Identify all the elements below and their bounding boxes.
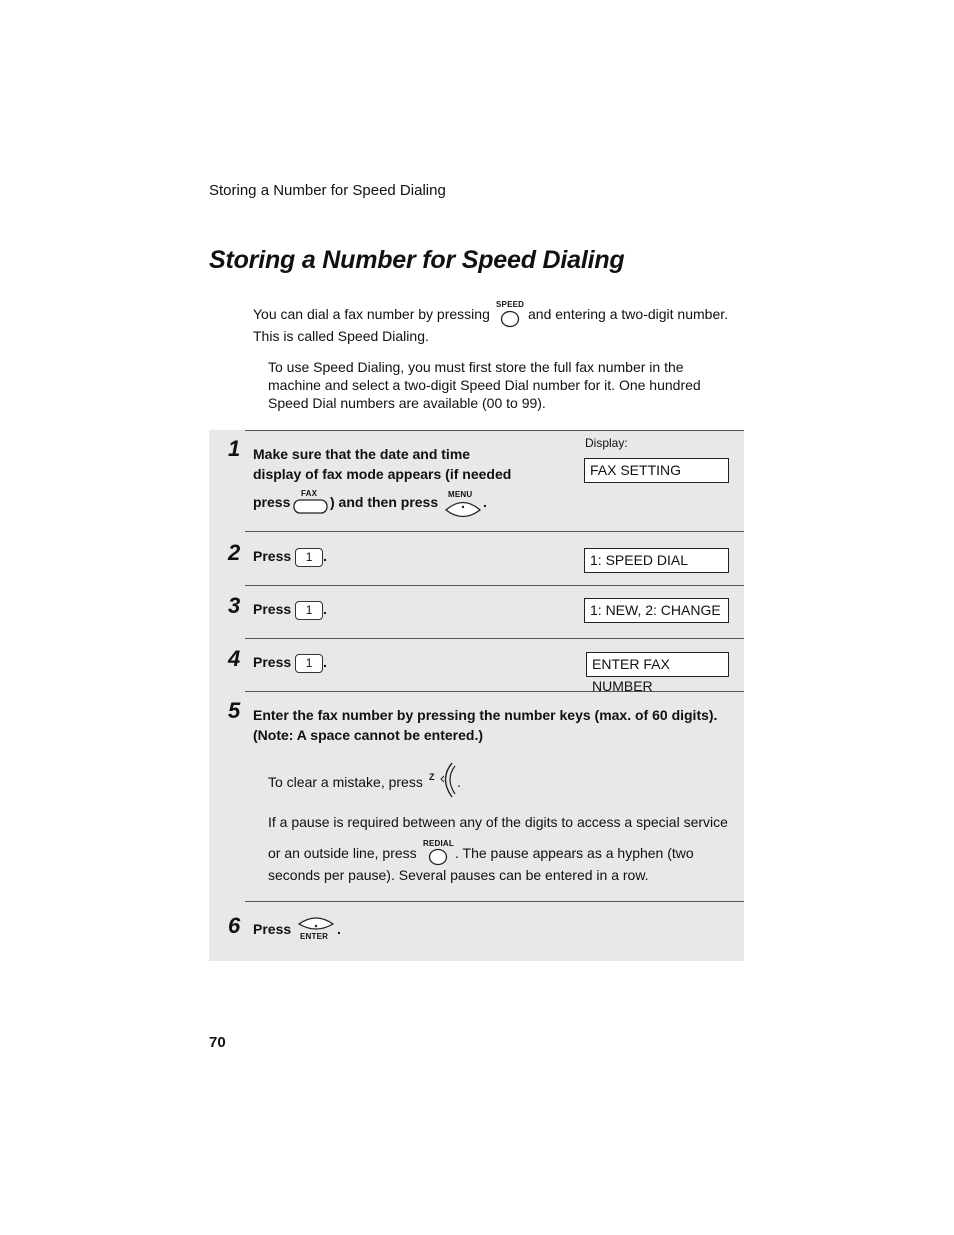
intro-paragraph-line: To use Speed Dialing, you must first store the full fax number in the — [268, 359, 684, 375]
display-readout: FAX SETTING — [584, 458, 729, 483]
enter-key-label: ENTER — [300, 932, 329, 941]
number-1-key: 1 — [295, 654, 323, 673]
press-label: Press — [253, 601, 292, 618]
step-4-text — [253, 654, 327, 673]
intro-line-1-before: You can dial a fax number by pressing — [253, 306, 490, 322]
step-1-then-text: ) and then press — [330, 494, 439, 510]
step-number: 6 — [228, 913, 241, 938]
fax-key-icon — [293, 499, 329, 515]
step-number: 5 — [228, 698, 241, 723]
speed-key-label: SPEED — [496, 300, 525, 309]
fax-key-label: FAX — [301, 489, 318, 498]
step-divider — [245, 901, 744, 902]
intro-paragraph — [268, 358, 701, 412]
step-2-text — [253, 548, 327, 567]
display-label: Display: — [585, 436, 628, 450]
number-1-key: 1 — [295, 601, 323, 620]
step-1-line: display of fax mode appears (if needed — [253, 466, 512, 482]
intro-line-2: This is called Speed Dialing. — [253, 328, 429, 344]
step-divider — [245, 585, 744, 586]
page-title: Storing a Number for Speed Dialing — [209, 246, 625, 274]
intro-paragraph-line: Speed Dial numbers are available (00 to 99). — [268, 395, 546, 411]
step-6-end: . — [337, 921, 341, 937]
display-readout: 1: SPEED DIAL — [584, 548, 729, 573]
step-1-press-text: press — [253, 494, 291, 510]
redial-key-label: REDIAL — [423, 839, 454, 848]
speed-key-icon — [500, 310, 520, 328]
menu-key-icon — [444, 499, 482, 517]
menu-key-label: MENU — [448, 490, 473, 499]
running-header: Storing a Number for Speed Dialing — [209, 182, 446, 199]
intro-paragraph-line: machine and select a two-digit Speed Dial number for it. One hundred — [268, 377, 701, 393]
press-label: Press — [253, 654, 292, 671]
step-number: 2 — [228, 540, 241, 565]
step-6-press: Press — [253, 921, 292, 937]
press-label: Press — [253, 548, 292, 565]
pause-line-2-after: . The pause appears as a hyphen (two — [455, 845, 694, 861]
page-number: 70 — [209, 1034, 226, 1051]
step-end: . — [323, 654, 327, 671]
intro-line-1-after: and entering a two-digit number. — [528, 306, 729, 322]
step-number: 1 — [228, 436, 241, 461]
display-readout: 1: NEW, 2: CHANGE — [584, 598, 729, 623]
step-1-line: Make sure that the date and time — [253, 446, 471, 462]
step-divider — [245, 531, 744, 532]
step-end: . — [323, 548, 327, 565]
step-1-text — [253, 444, 511, 484]
enter-key-icon — [297, 916, 335, 932]
pause-line-1: If a pause is required between any of the digits to access a special service — [268, 814, 728, 830]
step-number: 3 — [228, 593, 241, 618]
clear-key-label: Z — [429, 772, 435, 782]
step-number: 4 — [228, 646, 241, 671]
step-3-text — [253, 601, 327, 620]
number-1-key: 1 — [295, 548, 323, 567]
step-end: . — [323, 601, 327, 618]
step-divider — [245, 430, 744, 431]
display-readout: ENTER FAX NUMBER — [586, 652, 729, 677]
step-5-line: (Note: A space cannot be entered.) — [253, 727, 484, 743]
step-1-end: . — [483, 494, 487, 510]
step-divider — [245, 638, 744, 639]
pause-line-2-before: or an outside line, press — [268, 845, 417, 861]
clear-key-icon — [437, 762, 457, 798]
pause-line-3: seconds per pause). Several pauses can be entered in a row. — [268, 867, 649, 883]
step-5-line: Enter the fax number by pressing the number keys (max. of 60 digits). — [253, 707, 718, 723]
clear-mistake-text: To clear a mistake, press — [268, 774, 423, 790]
clear-end: . — [457, 774, 461, 790]
step-5-text — [253, 705, 717, 745]
step-divider — [245, 691, 744, 692]
